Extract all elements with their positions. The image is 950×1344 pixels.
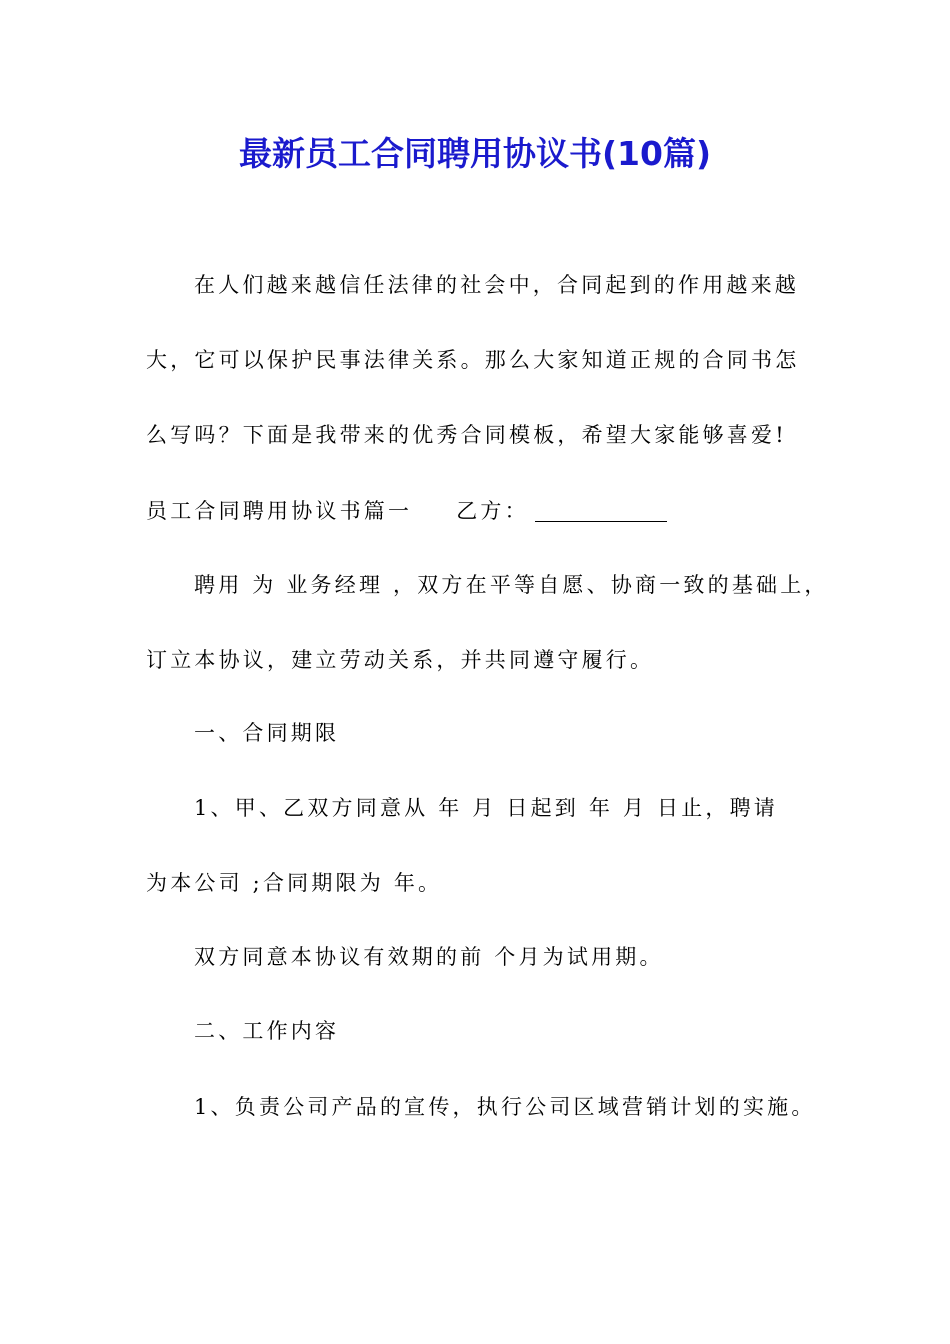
intro-line-2: 大，它可以保护民事法律关系。那么大家知道正规的合同书怎 — [146, 348, 800, 372]
hire-line-2: 订立本协议，建立劳动关系，并共同遵守履行。 — [146, 648, 655, 672]
intro-line-1: 在人们越来越信任法律的社会中，合同起到的作用越来越 — [194, 273, 799, 297]
party-b-signature-line — [535, 499, 667, 522]
intro-line-3: 么写吗？下面是我带来的优秀合同模板，希望大家能够喜爱! — [146, 423, 787, 447]
section-1-heading: 一、合同期限 — [194, 721, 340, 745]
party-b-label: 乙方： — [456, 499, 529, 523]
section-2-heading: 二、工作内容 — [194, 1019, 340, 1043]
contract-heading-row — [146, 496, 667, 526]
section-1-item-1-line-2: 为本公司 ;合同期限为 年。 — [146, 871, 443, 895]
hire-line-1: 聘用 为 业务经理 ，双方在平等自愿、协商一致的基础上， — [194, 573, 829, 597]
section-1-item-1-line-1: 1、甲、乙双方同意从 年 月 日起到 年 月 日止，聘请 — [194, 796, 779, 820]
contract-heading: 员工合同聘用协议书篇一 — [146, 499, 413, 523]
document-title: 最新员工合同聘用协议书(10篇) — [238, 134, 712, 173]
probation-clause: 双方同意本协议有效期的前 个月为试用期。 — [194, 945, 664, 969]
section-2-item-1: 1、负责公司产品的宣传，执行公司区域营销计划的实施。 — [194, 1095, 816, 1119]
